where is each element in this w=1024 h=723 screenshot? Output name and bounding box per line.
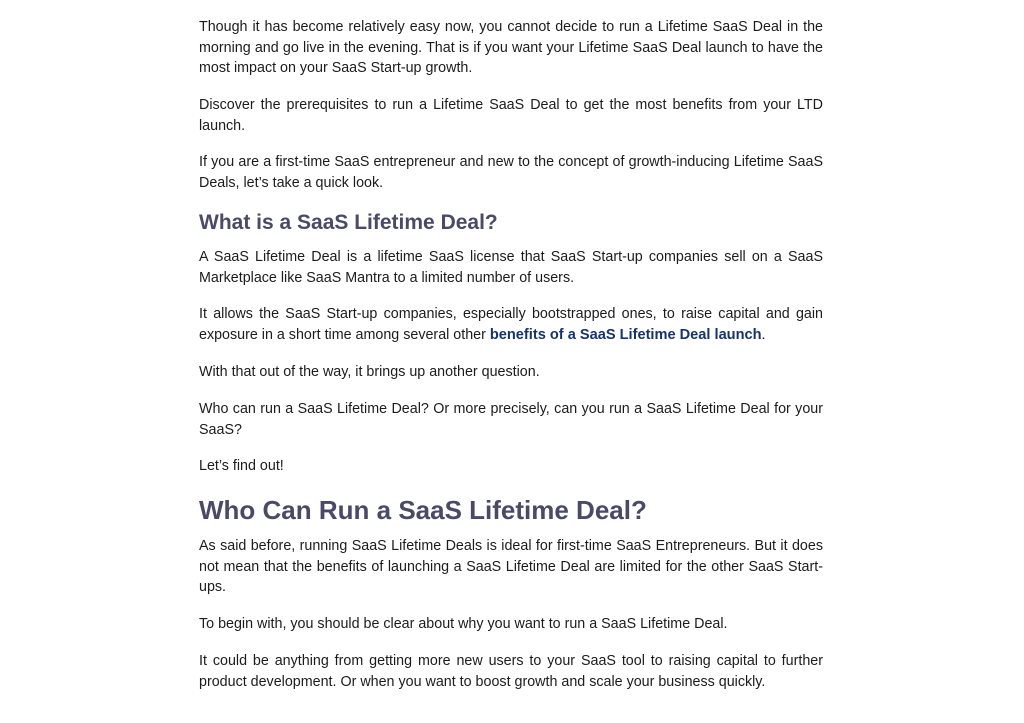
heading-what-is-lifetime-deal: What is a SaaS Lifetime Deal? [199,211,498,234]
benefits-paragraph-text: It allows the SaaS Start-up companies, especially bootstrapped ones, to raise capital and gain exposure in a short time among several other [199,306,823,343]
why-paragraph: To begin with, you should be clear about why you want to run a SaaS Lifetime Deal. [199,616,728,632]
benefits-paragraph [199,304,823,345]
prerequisites-paragraph: Discover the prerequisites to run a Lifetime SaaS Deal to get the most benefits from your LTD launch. [199,97,823,134]
transition-paragraph: With that out of the way, it brings up another question. [199,364,540,380]
reasons-paragraph: It could be anything from getting more new users to your SaaS tool to raising capital to further product development. Or when you want to boost growth and scale your business quickly. [199,653,823,690]
heading-who-can-run: Who Can Run a SaaS Lifetime Deal? [199,495,647,525]
benefits-link[interactable]: benefits of a SaaS Lifetime Deal launch [489,326,762,343]
definition-paragraph: A SaaS Lifetime Deal is a lifetime SaaS license that SaaS Start-up companies sell on a SaaS Marketplace like SaaS Mantra to a limited number of users. [199,249,823,286]
first-time-paragraph: If you are a first-time SaaS entrepreneur and new to the concept of growth-inducing Lifetime SaaS Deals, let’s take a quick look. [199,154,823,191]
find-out-paragraph: Let’s find out! [199,458,284,474]
question-paragraph: Who can run a SaaS Lifetime Deal? Or more precisely, can you run a SaaS Lifetime Deal for your SaaS? [199,401,823,438]
ideal-for-paragraph: As said before, running SaaS Lifetime Deals is ideal for first-time SaaS Entrepreneurs. But it does not mean that the benefits of launching a SaaS Lifetime Deal are limited for the other SaaS Start-ups. [199,538,823,596]
benefits-paragraph-end: . [761,326,766,343]
intro-paragraph: Though it has become relatively easy now, you cannot decide to run a Lifetime SaaS Deal in the morning and go live in the evening. That is if you want your Lifetime SaaS Deal launch to have the most impact on your SaaS Start-up growth. [199,19,823,77]
